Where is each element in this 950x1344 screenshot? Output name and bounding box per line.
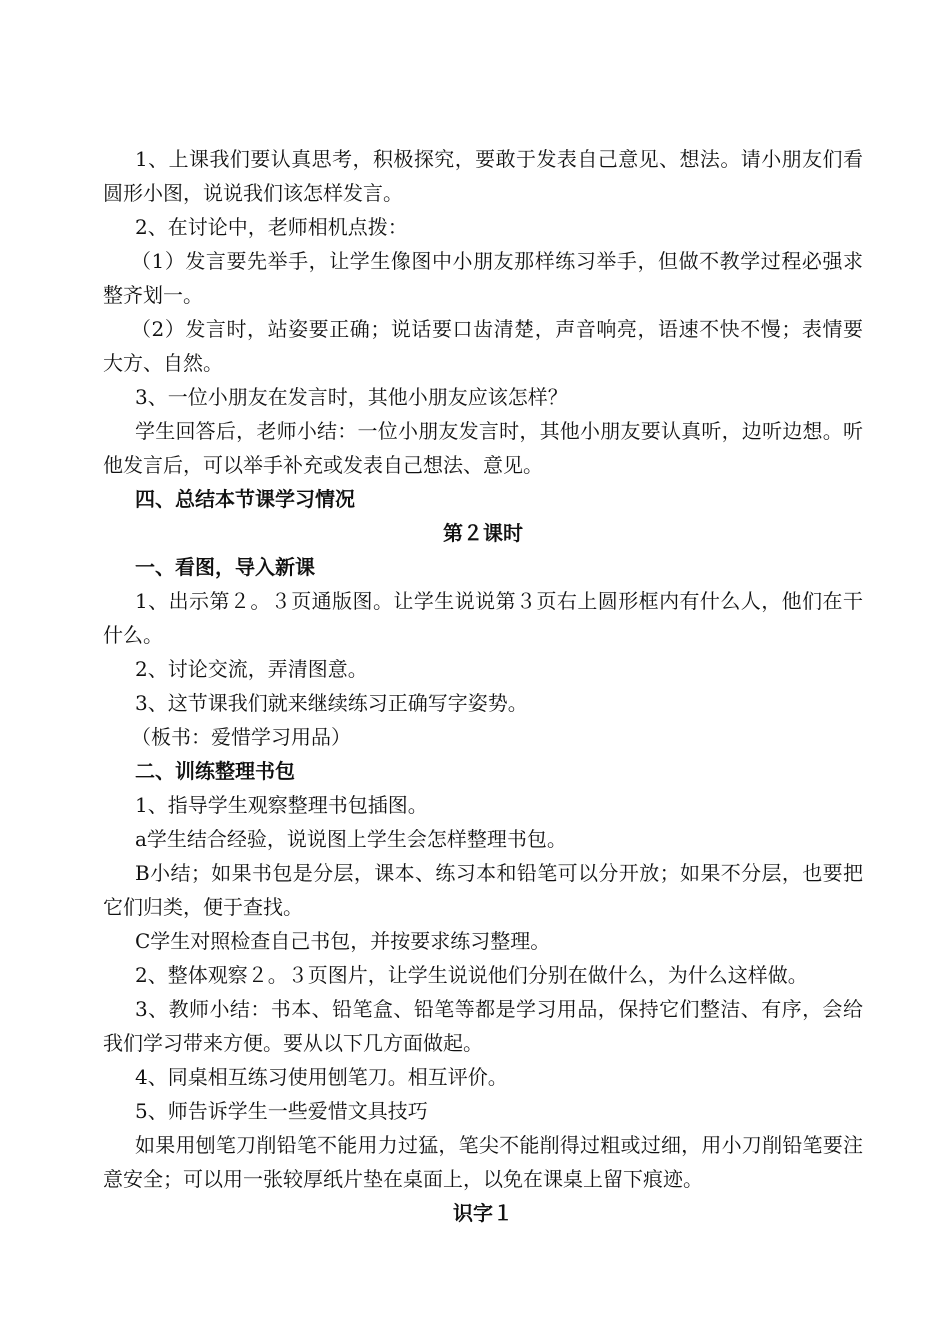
paragraph: （2）发言时，站姿要正确；说话要口齿清楚，声音响亮，语速不快不慢；表情要大方、自然。	[103, 317, 863, 375]
paragraph: 学生回答后，老师小结：一位小朋友发言时，其他小朋友要认真听，边听边想。听他发言后，可以举手补充或发表自己想法、意见。	[103, 419, 863, 477]
paragraph: B小结；如果书包是分层，课本、练习本和铅笔可以分开放；如果不分层，也要把它们归类，便于查找。	[103, 861, 863, 919]
paragraph: 3、一位小朋友在发言时，其他小朋友应该怎样？	[135, 385, 568, 409]
paragraph: 如果用刨笔刀削铅笔不能用力过猛，笔尖不能削得过粗或过细，用小刀削铅笔要注意安全；可以用一张较厚纸片垫在桌面上，以免在课桌上留下痕迹。	[103, 1133, 863, 1191]
paragraph: 4、同桌相互练习使用刨笔刀。相互评价。	[135, 1065, 508, 1089]
lesson-title: 识字１	[453, 1201, 513, 1225]
paragraph: 3、这节课我们就来继续练习正确写字姿势。	[135, 691, 528, 715]
paragraph: 3、教师小结：书本、铅笔盒、铅笔等都是学习用品，保持它们整洁、有序，会给我们学习带来方便。要从以下几方面做起。	[103, 997, 863, 1055]
paragraph: C学生对照检查自己书包，并按要求练习整理。	[135, 929, 551, 953]
paragraph: （1）发言要先举手，让学生像图中小朋友那样练习举手，但做不教学过程必强求整齐划一。	[103, 249, 863, 307]
lesson-title: 第２课时	[443, 521, 523, 545]
document-body	[103, 142, 863, 1230]
section-heading: 二、训练整理书包	[135, 759, 295, 783]
paragraph: 5、师告诉学生一些爱惜文具技巧	[135, 1099, 428, 1123]
paragraph: 1、上课我们要认真思考，积极探究，要敢于发表自己意见、想法。请小朋友们看圆形小图，说说我们该怎样发言。	[103, 147, 863, 205]
paragraph: （板书：爱惜学习用品）	[131, 725, 351, 749]
paragraph: 2、整体观察２。３页图片，让学生说说他们分别在做什么，为什么这样做。	[135, 963, 808, 987]
paragraph: a学生结合经验，说说图上学生会怎样整理书包。	[135, 827, 567, 851]
paragraph: 1、指导学生观察整理书包插图。	[135, 793, 428, 817]
paragraph: 2、讨论交流，弄清图意。	[135, 657, 368, 681]
section-heading: 一、看图，导入新课	[135, 555, 315, 579]
paragraph: 2、在讨论中，老师相机点拨：	[135, 215, 408, 239]
paragraph: 1、出示第２。３页通版图。让学生说说第３页右上圆形框内有什么人，他们在干什么。	[103, 589, 863, 647]
section-heading: 四、总结本节课学习情况	[135, 487, 355, 511]
